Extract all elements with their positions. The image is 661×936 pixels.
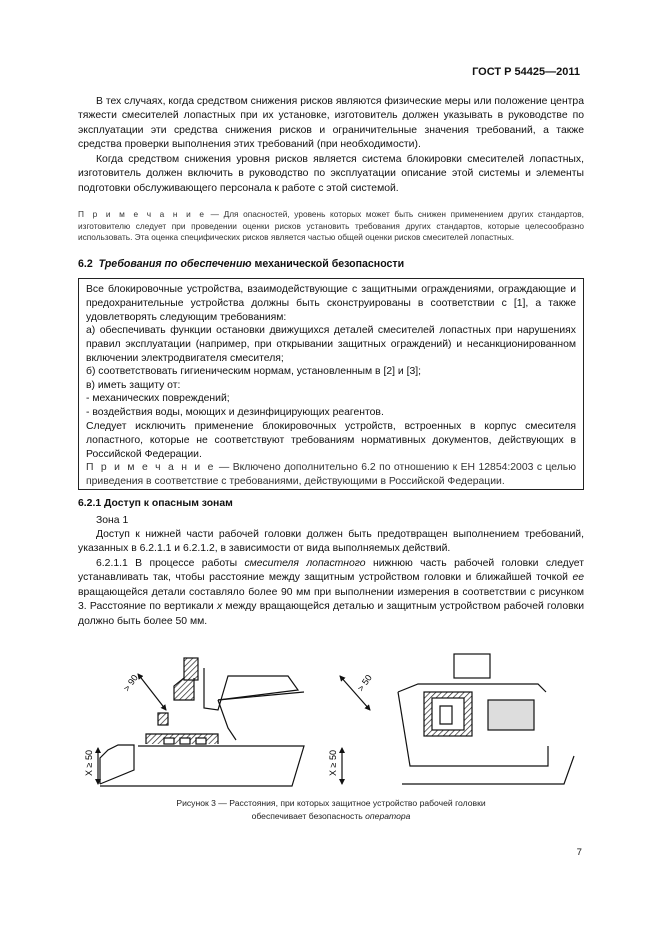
left-dim-diag-label: > 90 (121, 672, 140, 694)
box-paragraph-1 (86, 283, 576, 324)
figure-caption-line-2b: оператора (365, 811, 411, 821)
sub-paragraph-2-italic-3: х (216, 601, 223, 613)
intro-note-label: П р и м е ч а н и е (78, 209, 207, 219)
left-guard-upper (174, 678, 194, 700)
intro-paragraph-2 (78, 153, 584, 196)
box-paragraph-2 (86, 420, 576, 461)
section-heading (78, 258, 404, 270)
intro-paragraph-2-text: Когда средством снижения уровня рисков является система блокировки смесителей лопастных, изготовитель должен включить в руководство по эксплуатации описание этой системы и элементы подготовки обслуживающего персонала к работе с этой системой. (78, 154, 584, 194)
box-item-c2-text: - воздействия воды, моющих и дезинфицирующих реагентов. (86, 407, 384, 418)
left-dim-vert-label: X ≥ 50 (84, 750, 94, 776)
sub-paragraph-2-italic-2: ее (572, 572, 584, 584)
box-item-c-text: в) иметь защиту от: (86, 380, 181, 391)
left-slot-3 (196, 738, 206, 744)
box-note-text: — Включено дополнительно 6.2 по отношению к ЕН 12854:2003 с целью приведения в соответствие с требованиями, действующими в Российской Федерации. (86, 462, 576, 487)
box-item-b (86, 365, 576, 379)
page-number: 7 (576, 847, 582, 858)
right-motor-top (454, 654, 490, 678)
box-item-c1-text: - механических повреждений; (86, 393, 230, 404)
left-head-rim (218, 692, 304, 700)
figure-3-drawings (78, 648, 584, 796)
box-item-c1 (86, 392, 576, 406)
right-dim-diag-label: > 50 (355, 672, 374, 694)
sub-paragraph-1-text: Доступ к нижней части рабочей головки должен быть предотвращен выполнением требований, указанных в 6.2.1.1 и 6.2.1.2, в зависимости от вида выполняемых действий. (78, 529, 584, 555)
box-paragraph-2-text: Следует исключить применение блокировочных устройств, встроенных в корпус смесителя лопастного, которые не соответствуют требованиям нормативных документов, действующих в Российской Федерации. (86, 421, 576, 460)
intro-note (78, 209, 584, 244)
left-bowl-outline (100, 746, 304, 786)
box-item-c2 (86, 406, 576, 420)
sub-paragraph-2 (78, 557, 584, 629)
sub-paragraph-2-text-b: нижнюю часть рабочей головки следует устанавливать так, чтобы расстояние между защитным устройством головки и ближайшей точкой (78, 558, 584, 584)
left-guard-block (158, 713, 168, 725)
right-guard-window (432, 698, 464, 730)
right-dim-vert-label: X ≥ 50 (328, 750, 338, 776)
left-base-outline (100, 745, 134, 784)
sub-paragraph-2-text-d: между вращающейся деталью и защитным устройством рабочей головки должно быть более 50 мм. (78, 601, 584, 627)
figure-caption-line-1: Рисунок 3 — Расстояния, при которых защитное устройство рабочей головки (176, 798, 486, 808)
left-blade-edge (218, 700, 236, 740)
left-slot-1 (164, 738, 174, 744)
subsection-heading: 6.2.1 Доступ к опасным зонам (78, 498, 233, 509)
right-drawing (340, 654, 574, 784)
figure-caption (78, 797, 584, 823)
right-beads-area (488, 700, 534, 730)
left-slot-2 (180, 738, 190, 744)
box-note-label: П р и м е ч а н и е (86, 462, 216, 473)
intro-paragraph-1-text: В тех случаях, когда средством снижения рисков являются физические меры или положение центра тяжести смесителей лопастных при их установке, изготовитель должен указывать в руководстве по эксплуатации эти средства снижения рисков и ограничительные значения требований, а также средства проверки выполнения этих требований (при необходимости). (78, 96, 584, 151)
figure-caption-line-2a: обеспечивает безопасность (251, 811, 366, 821)
document-code: ГОСТ Р 54425—2011 (472, 66, 580, 78)
box-item-c (86, 379, 576, 393)
section-title-rest: механической безопасности (251, 258, 405, 270)
sub-paragraph-1 (78, 528, 584, 557)
sub-paragraph-2-text-a: 6.2.1.1 В процессе работы (96, 558, 245, 569)
box-item-a (86, 324, 576, 365)
zone-label (78, 514, 584, 528)
section-number: 6.2 (78, 258, 93, 270)
sub-paragraph-2-text-c: вращающейся детали составляло более 90 мм при выполнении измерения в соответствии с рисунком 3. Расстояние по вертикали (78, 586, 584, 613)
intro-paragraph-1 (78, 95, 584, 153)
section-title-italic: Требования по обеспечению (98, 258, 252, 270)
box-item-b-text: б) соответствовать гигиеническим нормам, установленным в [2] и [3]; (86, 366, 422, 377)
sub-paragraph-2-italic-1: смесителя лопастного (244, 558, 366, 569)
right-head-top (398, 684, 546, 692)
box-paragraph-1-text: Все блокировочные устройства, взаимодействующие с защитными ограждениями, ограждающие и предохранительные устройства должны быть сконструированы в соответствии с [1], а также удовлетворять следующим требованиям: (86, 284, 576, 323)
box-item-a-text: а) обеспечивать функции остановки движущихся деталей смесителей лопастных при нарушениях правил эксплуатации (например, при открывании защитных ограждений) и несанкционированном включении электродвигателя смесителя; (86, 325, 576, 364)
left-head-housing (204, 668, 298, 710)
zone-label-text: Зона 1 (96, 515, 129, 526)
left-dim-line-diag (138, 674, 166, 710)
figure-caption-line-2 (78, 810, 584, 823)
intro-note-text: — Для опасностей, уровень которых может быть снижен применением других стандартов, изготовителю следует при проведении оценки рисков установить требования других стандартов, которые целесообразно использовать. Эта оценка специфических рисков является частью общей оценки рисков смесителей лопастных. (78, 209, 584, 243)
left-shaft-guard (184, 658, 198, 680)
box-note (86, 461, 576, 489)
requirements-box (78, 278, 584, 490)
